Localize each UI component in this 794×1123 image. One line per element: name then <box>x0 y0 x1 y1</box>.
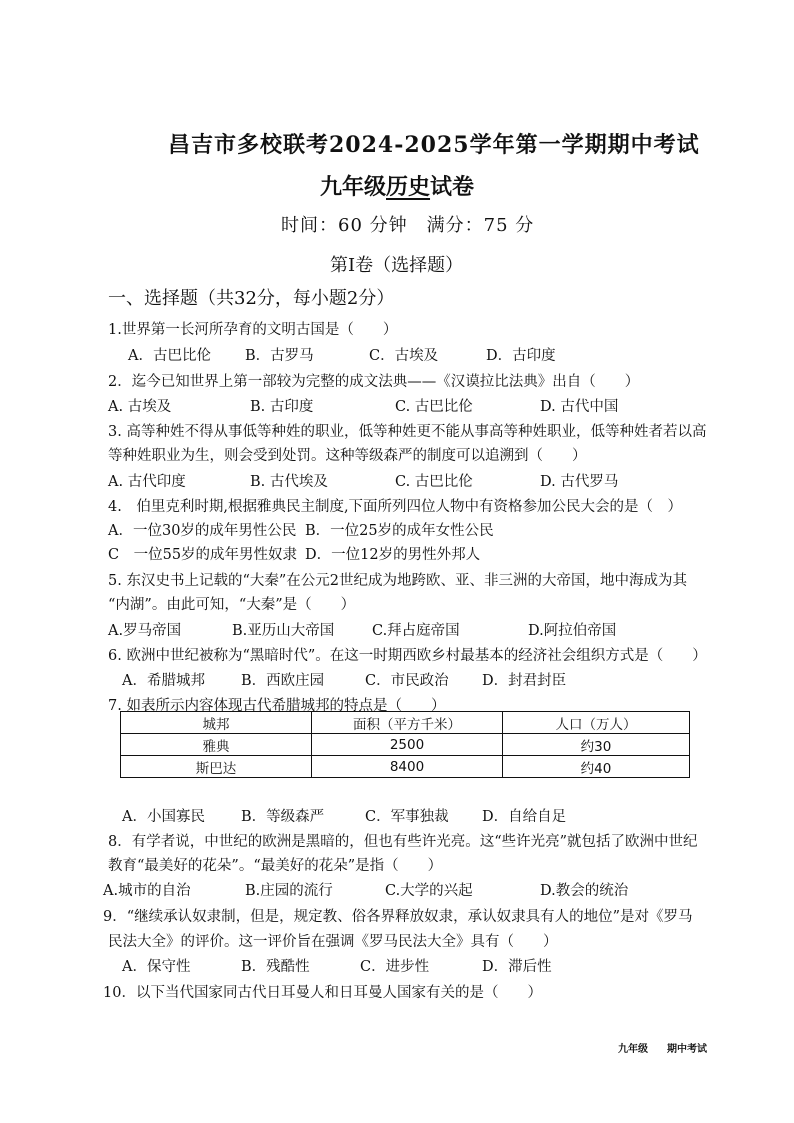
q6-option-d: D．封君封臣 <box>482 673 567 689</box>
q4-option-b: B．一位25岁的成年女性公民 <box>305 523 494 539</box>
question-7: 7. 如表所示内容体现古代希腊城邦的特点是（ ） <box>108 698 446 714</box>
q3-option-c: C. 古巴比伦 <box>395 474 473 490</box>
q5-option-c: C.拜占庭帝国 <box>372 623 460 639</box>
exam-subtitle <box>320 170 474 201</box>
question-10: 10．以下当代国家同古代日耳曼人和日耳曼人国家有关的是（ ） <box>103 985 542 1001</box>
question-5-line-1: 5. 东汉史书上记载的“大秦”在公元2世纪成为地跨欧、亚、非三洲的大帝国，地中海成为其 <box>108 573 687 589</box>
q7-option-c: C．军事独裁 <box>365 809 449 825</box>
q6-option-c: C．市民政治 <box>365 673 449 689</box>
q9-option-a: A．保守性 <box>122 959 191 975</box>
exam-info: 时间：60 分钟 满分：75 分 <box>281 215 535 236</box>
q8-option-b: B.庄园的流行 <box>245 883 333 899</box>
grade-label: 九年级 <box>320 174 387 200</box>
table-row <box>121 756 690 778</box>
exam-title: 昌吉市多校联考2024-2025学年第一学期期中考试 <box>168 132 700 158</box>
paper-label: 试卷 <box>430 174 475 200</box>
question-4: 4. 伯里克利时期,根据雅典民主制度,下面所列四位人物中有资格参加公民大会的是（ ） <box>108 499 683 515</box>
footer-exam: 期中考试 <box>667 1044 707 1055</box>
section-heading: 一、选择题（共32分，每小题2分） <box>108 288 395 309</box>
table-cell: 雅典 <box>121 734 312 756</box>
city-state-table <box>120 711 690 778</box>
question-8-line-1: 8．有学者说，中世纪的欧洲是黑暗的，但也有些许光亮。这“些许光亮”就包括了欧洲中世纪 <box>108 834 698 850</box>
q7-option-d: D．自给自足 <box>482 809 567 825</box>
table-cell: 约30 <box>503 734 690 756</box>
table-cell: 2500 <box>312 734 503 756</box>
question-9-line-1: 9．“继续承认奴隶制，但是，规定教、俗各界释放奴隶，承认奴隶具有人的地位”是对《罗马 <box>103 909 693 925</box>
q6-option-a: A．希腊城邦 <box>122 673 205 689</box>
q5-option-d: D.阿拉伯帝国 <box>528 623 617 639</box>
table-cell: 约40 <box>503 756 690 778</box>
q7-option-a: A．小国寡民 <box>122 809 205 825</box>
q7-option-b: B．等级森严 <box>241 809 325 825</box>
q5-option-a: A.罗马帝国 <box>108 623 182 639</box>
q6-option-b: B．西欧庄园 <box>241 673 325 689</box>
table-header-city: 城邦 <box>121 712 312 734</box>
q1-option-a: A．古巴比伦 <box>128 348 211 364</box>
question-3-line-1: 3. 高等种姓不得从事低等种姓的职业，低等种姓更不能从事高等种姓职业，低等种姓者若以高 <box>108 424 707 440</box>
table-header-row <box>121 712 690 734</box>
q3-option-a: A. 古代印度 <box>108 474 186 490</box>
footer-grade: 九年级 <box>618 1044 648 1055</box>
table-row <box>121 734 690 756</box>
question-2: 2．迄今已知世界上第一部较为完整的成文法典——《汉谟拉比法典》出自（ ） <box>108 374 640 390</box>
q8-option-d: D.教会的统治 <box>540 883 629 899</box>
q1-option-b: B．古罗马 <box>245 348 314 364</box>
question-3-line-2: 等种姓职业为生，则会受到处罚。这种等级森严的制度可以追溯到（ ） <box>108 448 587 464</box>
q5-option-b: B.亚历山大帝国 <box>232 623 335 639</box>
question-5-line-2: “内湖”。由此可知，“大秦”是（ ） <box>108 597 356 613</box>
q8-option-c: C.大学的兴起 <box>385 883 473 899</box>
question-1: 1.世界第一长河所孕育的文明古国是（ ） <box>108 322 398 338</box>
question-6: 6. 欧洲中世纪被称为“黑暗时代”。在这一时期西欧乡村最基本的经济社会组织方式是（ ） <box>108 648 707 664</box>
q2-option-c: C. 古巴比伦 <box>395 399 473 415</box>
q2-option-a: A. 古埃及 <box>108 399 172 415</box>
q4-option-c: C 一位55岁的成年男性奴隶 <box>108 547 298 563</box>
q1-option-c: C．古埃及 <box>369 348 439 364</box>
table-cell: 8400 <box>312 756 503 778</box>
q2-option-d: D. 古代中国 <box>540 399 619 415</box>
q9-option-c: C．进步性 <box>360 959 430 975</box>
q4-option-a: A．一位30岁的成年男性公民 <box>108 523 297 539</box>
question-8-line-2: 教育“最美好的花朵”。“最美好的花朵”是指（ ） <box>108 858 443 874</box>
q3-option-d: D. 古代罗马 <box>540 474 619 490</box>
q2-option-b: B. 古印度 <box>250 399 314 415</box>
q8-option-a: A.城市的自治 <box>103 883 191 899</box>
table-cell: 斯巴达 <box>121 756 312 778</box>
volume-heading: 第Ⅰ卷（选择题） <box>330 255 464 276</box>
q3-option-b: B. 古代埃及 <box>250 474 328 490</box>
table-header-population: 人口（万人） <box>503 712 690 734</box>
subject-label: 历史 <box>386 174 431 200</box>
question-9-line-2: 民法大全》的评价。这一评价旨在强调《罗马民法大全》具有（ ） <box>108 934 558 950</box>
q4-option-d: D．一位12岁的男性外邦人 <box>305 547 481 563</box>
q9-option-b: B．残酷性 <box>241 959 310 975</box>
q1-option-d: D．古印度 <box>486 348 556 364</box>
q9-option-d: D．滞后性 <box>482 959 552 975</box>
table-header-area: 面积（平方千米） <box>312 712 503 734</box>
